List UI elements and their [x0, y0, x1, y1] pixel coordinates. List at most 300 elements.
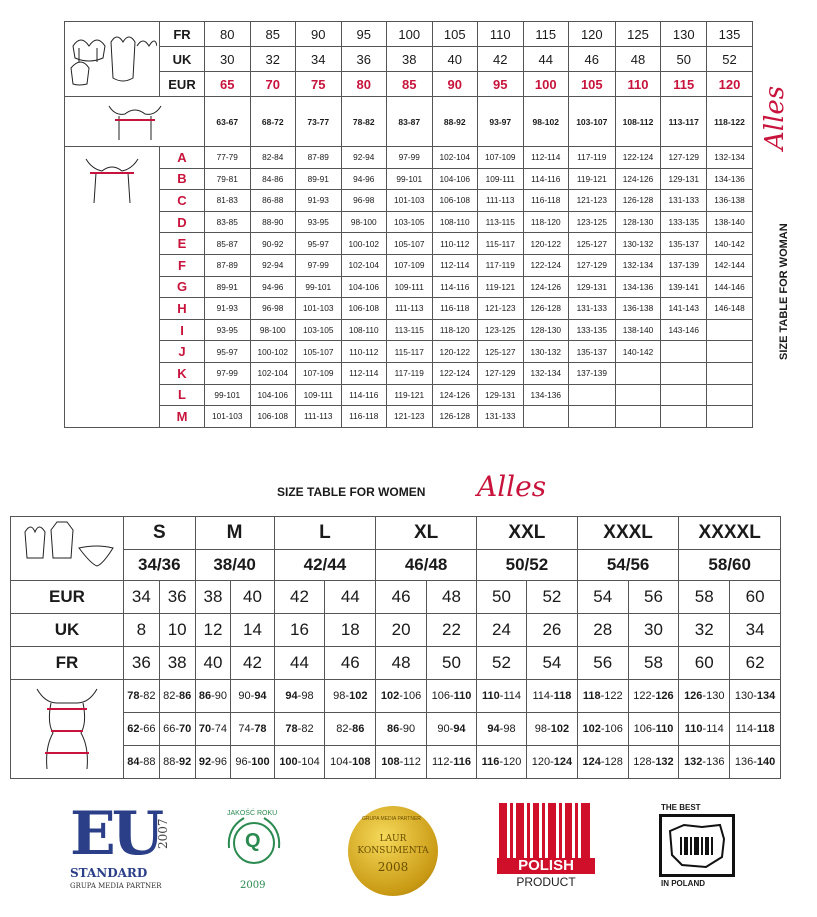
bra-row-cup: [65, 168, 753, 190]
bra-row-eur: [65, 72, 753, 97]
range-dash: -: [139, 723, 144, 735]
range-dash: -: [702, 690, 707, 702]
bra-fr-cell: 80: [205, 22, 251, 47]
range-dash: -: [702, 756, 707, 768]
women-row-uk: [11, 614, 781, 647]
bra-fr-cell: 135: [706, 22, 752, 47]
cup-size-cell: 103-105: [296, 319, 342, 341]
women-eur-cell: 54: [577, 581, 628, 614]
cup-size-cell: 110-112: [341, 341, 387, 363]
range-high: 118: [553, 690, 572, 702]
bra-size-table: [64, 21, 753, 428]
range-high: 110: [655, 723, 674, 735]
bra-row-cup: [65, 211, 753, 233]
cup-size-cell: 100-102: [341, 233, 387, 255]
range-dash: -: [348, 756, 353, 768]
range-dash: -: [449, 723, 454, 735]
range-low: 78: [285, 723, 298, 735]
size-letter: XL: [376, 517, 477, 550]
bra-uk-cell: 52: [706, 47, 752, 72]
cup-size-cell: 146-148: [706, 298, 752, 320]
women-uk-cell: 30: [628, 614, 679, 647]
women-waist-cell: [679, 713, 730, 746]
best-in-poland-logo: [657, 803, 741, 891]
cup-size-cell: 117-119: [569, 147, 616, 169]
range-low: 102: [582, 723, 601, 735]
cup-size-cell: 101-103: [387, 190, 433, 212]
women-waist-cell: [159, 713, 195, 746]
bra-row-cup: [65, 298, 753, 320]
women-eur-cell: 34: [124, 581, 160, 614]
women-eur-cell: 36: [159, 581, 195, 614]
cup-size-cell: 87-89: [296, 147, 342, 169]
cup-size-cell: 88-90: [250, 211, 296, 233]
cup-size-cell: 123-125: [478, 319, 524, 341]
women-bust-cell: [274, 680, 325, 713]
women-fr-cell: 62: [730, 647, 781, 680]
bra-fr-cell: 85: [250, 22, 296, 47]
size-letter: M: [195, 517, 274, 550]
bra-eur-cell: 80: [341, 72, 387, 97]
range-low: 90: [238, 690, 251, 702]
cup-size-cell: [706, 406, 752, 428]
cup-size-cell: [615, 384, 661, 406]
cup-size-cell: 84-86: [250, 168, 296, 190]
range-dash: -: [250, 690, 255, 702]
underbust-cell: 108-112: [615, 97, 661, 147]
women-row-bust: [11, 680, 781, 713]
cup-size-cell: 89-91: [296, 168, 342, 190]
range-low: 112: [432, 756, 450, 768]
women-bust-cell: [376, 680, 427, 713]
cup-size-cell: 138-140: [615, 319, 661, 341]
bra-uk-cell: 40: [432, 47, 478, 72]
women-table-title: SIZE TABLE FOR WOMEN: [277, 485, 426, 499]
range-dash: -: [499, 723, 504, 735]
women-waist-cell: [426, 713, 476, 746]
size-letter: L: [274, 517, 376, 550]
range-low: 104: [330, 756, 349, 768]
range-high: 96: [214, 756, 228, 768]
cup-label: I: [160, 319, 205, 341]
range-dash: -: [348, 723, 353, 735]
range-low: 98: [534, 723, 548, 735]
women-waist-cell: [477, 713, 527, 746]
cup-size-cell: 104-106: [341, 276, 387, 298]
cup-size-cell: 107-109: [296, 362, 342, 384]
women-fr-cell: 46: [325, 647, 376, 680]
bust-icon-cell: [65, 147, 160, 428]
brand-logo: Alles: [760, 85, 790, 150]
bra-row-cup: [65, 254, 753, 276]
cup-size-cell: 107-109: [387, 254, 433, 276]
cup-size-cell: 119-121: [387, 384, 433, 406]
women-waist-cell: [124, 713, 160, 746]
cup-size-cell: 96-98: [341, 190, 387, 212]
bra-fr-cell: 90: [296, 22, 342, 47]
cup-size-cell: 129-131: [661, 168, 707, 190]
cup-size-cell: 128-130: [615, 211, 661, 233]
cup-size-cell: 109-111: [387, 276, 433, 298]
cup-size-cell: 122-124: [615, 147, 661, 169]
range-high: 104: [301, 756, 320, 768]
jakosc-arc: JAKOŚĆ ROKU: [227, 810, 278, 817]
women-uk-cell: 22: [426, 614, 476, 647]
women-eur-cell: 60: [730, 581, 781, 614]
women-uk-cell: 32: [679, 614, 730, 647]
cup-size-cell: 137-139: [661, 254, 707, 276]
cup-size-cell: 118-120: [523, 211, 569, 233]
cup-size-cell: 124-126: [432, 384, 478, 406]
cup-size-cell: 106-108: [432, 190, 478, 212]
cup-size-cell: 99-101: [205, 384, 251, 406]
range-high: 100: [251, 756, 270, 768]
cup-size-cell: 127-129: [661, 147, 707, 169]
cup-size-cell: 135-137: [569, 341, 616, 363]
cup-size-cell: 116-118: [523, 190, 569, 212]
women-bust-cell: [577, 680, 628, 713]
certificates-row: [0, 800, 817, 910]
range-high: 90: [214, 690, 228, 702]
cup-size-cell: 117-119: [478, 254, 524, 276]
eu-standard-text: STANDARD: [70, 866, 148, 880]
cup-size-cell: 127-129: [569, 254, 616, 276]
women-hips-cell: [426, 746, 476, 779]
underbust-cell: 103-107: [569, 97, 616, 147]
cup-size-cell: [706, 319, 752, 341]
product-text: PRODUCT: [516, 875, 576, 889]
cup-size-cell: 121-123: [387, 406, 433, 428]
cup-size-cell: 97-99: [296, 254, 342, 276]
women-hips-cell: [195, 746, 231, 779]
row-label-fr: FR: [11, 647, 124, 680]
range-high: 106: [402, 690, 422, 702]
range-high: 86: [179, 690, 192, 702]
range-high: 116: [453, 756, 471, 768]
cup-size-cell: 82-84: [250, 147, 296, 169]
range-dash: -: [702, 723, 707, 735]
women-bust-cell: [527, 680, 578, 713]
cup-label: K: [160, 362, 205, 384]
women-bust-cell: [231, 680, 274, 713]
cup-size-cell: 136-138: [706, 190, 752, 212]
poland-map-icon: [659, 814, 735, 877]
cup-size-cell: 106-108: [341, 298, 387, 320]
range-low: 120: [531, 756, 551, 768]
best-bottom-text: IN POLAND: [661, 879, 705, 888]
range-low: 118: [582, 690, 601, 702]
women-uk-cell: 16: [274, 614, 325, 647]
bra-row-cup: [65, 341, 753, 363]
size-letter: XXXL: [577, 517, 679, 550]
range-low: 78: [127, 690, 140, 702]
cup-size-cell: 130-132: [523, 341, 569, 363]
cup-size-cell: 136-138: [615, 298, 661, 320]
women-bust-cell: [159, 680, 195, 713]
bra-row-underbust: [65, 97, 753, 147]
bra-eur-cell: 90: [432, 72, 478, 97]
laur-konsumenta-logo: [348, 806, 438, 896]
women-hips-cell: [376, 746, 427, 779]
range-high: 82: [143, 690, 156, 702]
bra-row-cup: [65, 384, 753, 406]
garments-icon-cell: [11, 517, 124, 581]
women-waist-cell: [376, 713, 427, 746]
bra-eur-cell: 85: [387, 72, 433, 97]
range-low: 74: [238, 723, 251, 735]
cup-size-cell: 101-103: [296, 298, 342, 320]
range-dash: -: [345, 690, 350, 702]
cup-size-cell: 108-110: [432, 211, 478, 233]
range-low: 124: [582, 756, 601, 768]
bra-eur-cell: 95: [478, 72, 524, 97]
cup-size-cell: 124-126: [523, 276, 569, 298]
range-low: 110: [684, 723, 703, 735]
cup-label: C: [160, 190, 205, 212]
cup-size-cell: 115-117: [387, 341, 433, 363]
cup-size-cell: 131-133: [661, 190, 707, 212]
range-low: 92: [198, 756, 212, 768]
women-fr-cell: 52: [477, 647, 527, 680]
bra-fr-cell: 115: [523, 22, 569, 47]
range-high: 112: [403, 756, 421, 768]
brand-logo-mid: Alles: [477, 470, 547, 503]
bra-row-cup: [65, 147, 753, 169]
cup-size-cell: 102-104: [250, 362, 296, 384]
laur-arc: GRUPA MEDIA PARTNER: [362, 816, 421, 822]
cup-label: M: [160, 406, 205, 428]
size-range: 42/44: [274, 550, 376, 581]
cup-size-cell: [706, 362, 752, 384]
cup-size-cell: 94-96: [341, 168, 387, 190]
cup-label: J: [160, 341, 205, 363]
cup-size-cell: 126-128: [615, 190, 661, 212]
range-dash: -: [175, 756, 179, 768]
range-low: 96: [235, 756, 248, 768]
cup-size-cell: 116-118: [432, 298, 478, 320]
cup-size-cell: 108-110: [341, 319, 387, 341]
range-low: 82: [163, 690, 176, 702]
range-high: 98: [301, 690, 314, 702]
women-waist-cell: [527, 713, 578, 746]
women-fr-cell: 42: [231, 647, 274, 680]
range-high: 132: [655, 756, 674, 768]
cup-size-cell: 93-95: [296, 211, 342, 233]
cup-size-cell: 99-101: [387, 168, 433, 190]
range-high: 108: [352, 756, 371, 768]
cup-size-cell: [615, 362, 661, 384]
range-dash: -: [139, 690, 144, 702]
range-high: 140: [756, 756, 776, 768]
women-uk-cell: 12: [195, 614, 231, 647]
women-bust-cell: [628, 680, 679, 713]
range-dash: -: [753, 690, 757, 702]
range-dash: -: [211, 723, 215, 735]
women-row-waist: [11, 713, 781, 746]
range-dash: -: [600, 690, 605, 702]
range-dash: -: [399, 723, 403, 735]
bra-uk-cell: 44: [523, 47, 569, 72]
women-eur-cell: 46: [376, 581, 427, 614]
size-range: 38/40: [195, 550, 274, 581]
women-hips-cell: [325, 746, 376, 779]
women-hips-cell: [231, 746, 274, 779]
women-waist-cell: [577, 713, 628, 746]
size-range: 46/48: [376, 550, 477, 581]
cup-size-cell: 105-107: [387, 233, 433, 255]
cup-size-cell: 132-134: [615, 254, 661, 276]
cup-size-cell: 85-87: [205, 233, 251, 255]
range-dash: -: [449, 690, 454, 702]
side-title: SIZE TABLE FOR WOMAN: [778, 223, 790, 360]
cup-size-cell: 119-121: [569, 168, 616, 190]
range-dash: -: [499, 690, 504, 702]
cup-size-cell: 99-101: [296, 276, 342, 298]
cup-size-cell: 123-125: [569, 211, 616, 233]
bra-uk-cell: 32: [250, 47, 296, 72]
women-waist-cell: [730, 713, 781, 746]
range-dash: -: [297, 723, 302, 735]
bra-eur-cell: 65: [205, 72, 251, 97]
women-hips-cell: [730, 746, 781, 779]
underbust-cell: 98-102: [523, 97, 569, 147]
cup-size-cell: 127-129: [478, 362, 524, 384]
range-high: 118: [756, 723, 775, 735]
bra-uk-cell: 50: [661, 47, 707, 72]
row-label-eur: EUR: [160, 72, 205, 97]
cup-size-cell: 97-99: [387, 147, 433, 169]
range-dash: -: [250, 723, 255, 735]
cup-size-cell: 121-123: [478, 298, 524, 320]
range-low: 100: [279, 756, 298, 768]
cup-size-cell: 114-116: [523, 168, 569, 190]
cup-size-cell: 102-104: [432, 147, 478, 169]
cup-size-cell: 132-134: [523, 362, 569, 384]
women-hips-cell: [527, 746, 578, 779]
cup-size-cell: 122-124: [523, 254, 569, 276]
bra-uk-cell: 48: [615, 47, 661, 72]
cup-size-cell: 110-112: [432, 233, 478, 255]
range-high: 126: [655, 690, 674, 702]
cup-size-cell: 83-85: [205, 211, 251, 233]
cup-size-cell: 144-146: [706, 276, 752, 298]
women-hips-cell: [159, 746, 195, 779]
range-high: 106: [604, 723, 623, 735]
cup-size-cell: 134-136: [523, 384, 569, 406]
cup-size-cell: 96-98: [250, 298, 296, 320]
women-hips-cell: [124, 746, 160, 779]
women-uk-cell: 20: [376, 614, 427, 647]
garments-icon: [17, 518, 117, 574]
bra-uk-cell: 34: [296, 47, 342, 72]
women-bust-cell: [124, 680, 160, 713]
cup-size-cell: 109-111: [296, 384, 342, 406]
range-low: 84: [127, 756, 140, 768]
best-top-text: THE BEST: [661, 803, 701, 812]
women-fr-cell: 48: [376, 647, 427, 680]
laur-line1: LAUR: [379, 834, 407, 844]
range-dash: -: [600, 756, 605, 768]
range-low: 110: [482, 690, 500, 702]
women-row-fr: [11, 647, 781, 680]
women-hips-cell: [274, 746, 325, 779]
cup-size-cell: 92-94: [341, 147, 387, 169]
size-letter: XXL: [477, 517, 578, 550]
range-low: 90: [437, 723, 450, 735]
women-bust-cell: [325, 680, 376, 713]
women-eur-cell: 42: [274, 581, 325, 614]
cup-size-cell: 115-117: [478, 233, 524, 255]
range-high: 102: [550, 723, 570, 735]
cup-size-cell: [706, 341, 752, 363]
range-high: 120: [503, 756, 522, 768]
side-brand: [760, 85, 812, 370]
range-high: 114: [706, 723, 724, 735]
cup-size-cell: 125-127: [478, 341, 524, 363]
cup-size-cell: 141-143: [661, 298, 707, 320]
bra-fr-cell: 110: [478, 22, 524, 47]
cup-label: G: [160, 276, 205, 298]
cup-size-cell: 94-96: [250, 276, 296, 298]
cup-size-cell: 142-144: [706, 254, 752, 276]
bra-row-cup: [65, 276, 753, 298]
range-dash: -: [211, 690, 215, 702]
bra-eur-cell: 120: [706, 72, 752, 97]
women-waist-cell: [628, 713, 679, 746]
eu-standard-logo: [70, 799, 180, 898]
cup-size-cell: 118-120: [432, 319, 478, 341]
bra-uk-cell: 46: [569, 47, 616, 72]
women-uk-cell: 26: [527, 614, 578, 647]
range-low: 126: [684, 690, 703, 702]
cup-size-cell: 109-111: [478, 168, 524, 190]
cup-size-cell: 120-122: [432, 341, 478, 363]
row-label-fr: FR: [160, 22, 205, 47]
range-low: 122: [633, 690, 652, 702]
range-dash: -: [175, 723, 179, 735]
underbust-measure-icon: [95, 100, 175, 142]
size-range: 50/52: [477, 550, 578, 581]
women-size-table: [10, 516, 781, 779]
cup-size-cell: 104-106: [250, 384, 296, 406]
range-dash: -: [175, 690, 179, 702]
cup-label: B: [160, 168, 205, 190]
women-fr-cell: 36: [124, 647, 160, 680]
bra-fr-cell: 120: [569, 22, 616, 47]
cup-size-cell: 128-130: [523, 319, 569, 341]
cup-size-cell: 81-83: [205, 190, 251, 212]
cup-size-cell: 93-95: [205, 319, 251, 341]
eu-big-text: EU: [70, 799, 161, 869]
cup-size-cell: [523, 406, 569, 428]
range-low: 116: [481, 756, 500, 768]
size-letter-row: [11, 517, 781, 550]
polish-text: POLISH: [497, 858, 595, 874]
women-uk-cell: 18: [325, 614, 376, 647]
cup-size-cell: [615, 406, 661, 428]
cup-size-cell: 92-94: [250, 254, 296, 276]
women-hips-cell: [477, 746, 527, 779]
underbust-cell: 93-97: [478, 97, 524, 147]
cup-size-cell: 101-103: [205, 406, 251, 428]
bra-eur-cell: 115: [661, 72, 707, 97]
women-hips-cell: [577, 746, 628, 779]
women-fr-cell: 60: [679, 647, 730, 680]
bra-row-cup: [65, 233, 753, 255]
laur-year: 2008: [377, 860, 409, 874]
range-high: 136: [706, 756, 725, 768]
cup-size-cell: 114-116: [341, 384, 387, 406]
